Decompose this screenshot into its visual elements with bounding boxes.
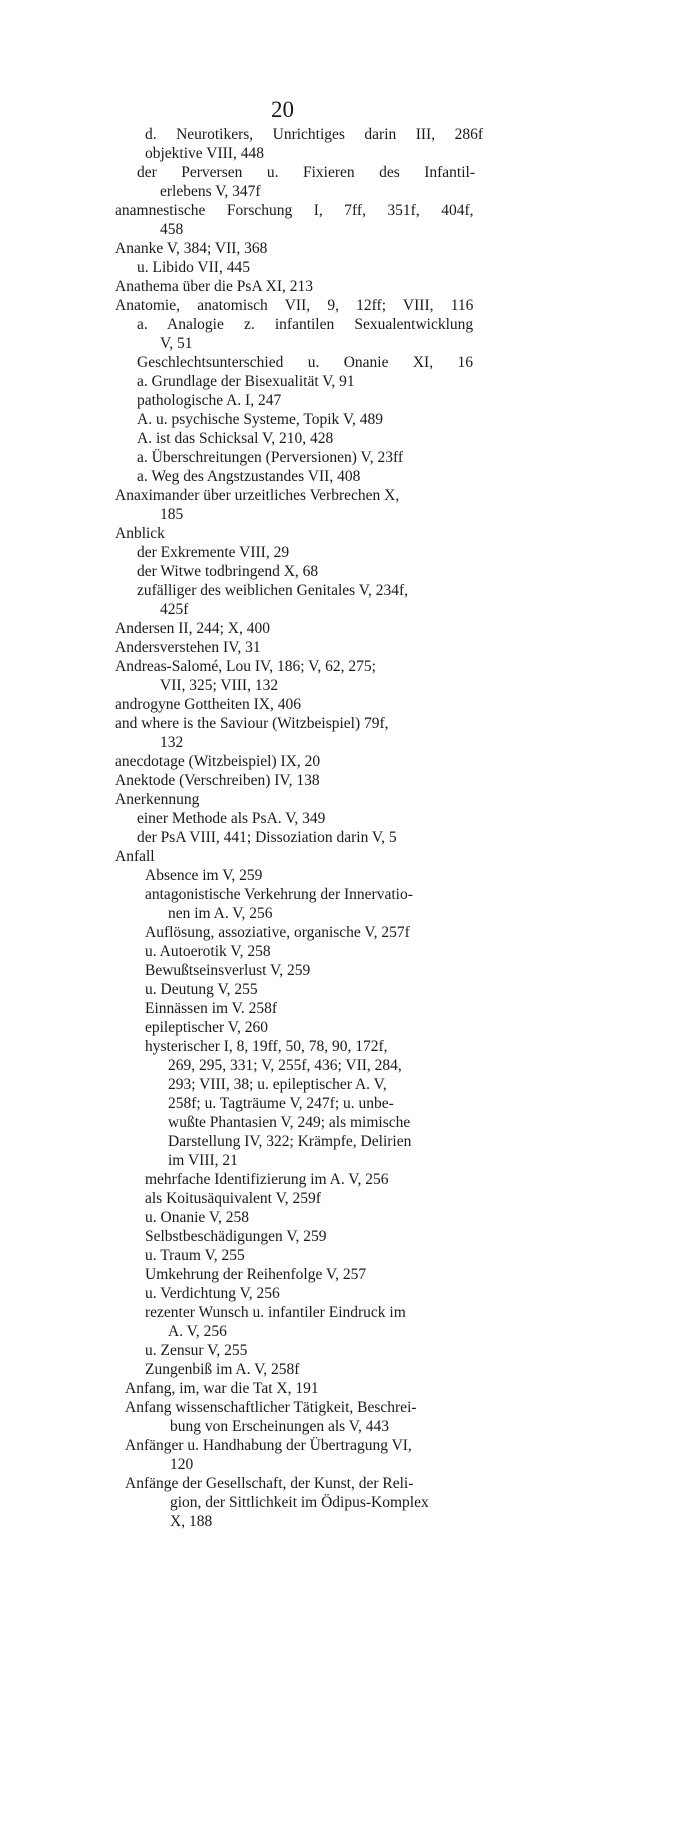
index-line: der Exkremente VIII, 29	[137, 544, 290, 561]
index-line: a. Analogie z. infantilen Sexualentwicklung	[137, 316, 474, 333]
index-line: rezenter Wunsch u. infantiler Eindruck im	[145, 1304, 406, 1321]
index-line: Umkehrung der Reihenfolge V, 257	[145, 1266, 367, 1283]
index-line: Anfang, im, war die Tat X, 191	[125, 1380, 319, 1397]
index-line: Anfänger u. Handhabung der Übertragung VI,	[125, 1437, 412, 1454]
index-line: androgyne Gottheiten IX, 406	[115, 696, 301, 713]
index-line: objektive VIII, 448	[145, 145, 264, 162]
index-line: epileptischer V, 260	[145, 1019, 268, 1036]
index-line: Auflösung, assoziative, organische V, 257f	[145, 924, 410, 941]
index-line: wußte Phantasien V, 249; als mimische	[168, 1114, 411, 1131]
index-line: Bewußtseinsverlust V, 259	[145, 962, 311, 979]
index-line: Darstellung IV, 322; Krämpfe, Delirien	[168, 1133, 412, 1150]
index-line: A. ist das Schicksal V, 210, 428	[137, 430, 334, 447]
index-line: Anblick	[115, 525, 165, 542]
index-line: der Witwe todbringend X, 68	[137, 563, 319, 580]
index-line: gion, der Sittlichkeit im Ödipus-Komplex	[170, 1494, 429, 1511]
index-line: Andersverstehen IV, 31	[115, 639, 261, 656]
index-line: antagonistische Verkehrung der Innervatio-	[145, 886, 413, 903]
index-line: u. Libido VII, 445	[137, 259, 250, 276]
index-line: im VIII, 21	[168, 1152, 238, 1169]
index-line: u. Autoerotik V, 258	[145, 943, 271, 960]
index-line: 120	[170, 1456, 194, 1473]
index-line: Einnässen im V. 258f	[145, 1000, 278, 1017]
index-line: 425f	[160, 601, 189, 618]
index-line: a. Weg des Angstzustandes VII, 408	[137, 468, 361, 485]
index-line: Anerkennung	[115, 791, 200, 808]
index-line: 258f; u. Tagträume V, 247f; u. unbe-	[168, 1095, 394, 1112]
index-line: Anfang wissenschaftlicher Tätigkeit, Beschrei-	[125, 1399, 417, 1416]
index-line: Geschlechtsunterschied u. Onanie XI, 16	[137, 354, 473, 371]
index-line: hysterischer I, 8, 19ff, 50, 78, 90, 172f,	[145, 1038, 388, 1055]
index-line: bung von Erscheinungen als V, 443	[170, 1418, 389, 1435]
index-line: Andreas-Salomé, Lou IV, 186; V, 62, 275;	[115, 658, 376, 675]
index-line: nen im A. V, 256	[168, 905, 273, 922]
index-line: anecdotage (Witzbeispiel) IX, 20	[115, 753, 321, 770]
index-line: der Perversen u. Fixieren des Infantil-	[137, 164, 476, 181]
index-line: 132	[160, 734, 184, 751]
index-line: and where is the Saviour (Witzbeispiel) 79f,	[115, 715, 389, 732]
index-line: Anaximander über urzeitliches Verbrechen X,	[115, 487, 400, 504]
index-line: 458	[160, 221, 184, 238]
index-line: A. V, 256	[168, 1323, 227, 1340]
index-line: X, 188	[170, 1513, 213, 1530]
index-line: pathologische A. I, 247	[137, 392, 282, 409]
index-line: erlebens V, 347f	[160, 183, 261, 200]
index-line: V, 51	[160, 335, 193, 352]
index-line: als Koitusäquivalent V, 259f	[145, 1190, 321, 1207]
index-line: 293; VIII, 38; u. epileptischer A. V,	[168, 1076, 387, 1093]
index-line: VII, 325; VIII, 132	[160, 677, 279, 694]
index-line: Anathema über die PsA XI, 213	[115, 278, 314, 295]
index-line: Anatomie, anatomisch VII, 9, 12ff; VIII, 116	[115, 297, 474, 314]
index-line: 269, 295, 331; V, 255f, 436; VII, 284,	[168, 1057, 402, 1074]
index-line: Andersen II, 244; X, 400	[115, 620, 270, 637]
index-line: zufälliger des weiblichen Genitales V, 234f,	[137, 582, 409, 599]
index-line: d. Neurotikers, Unrichtiges darin III, 286f	[145, 126, 483, 143]
index-line: u. Zensur V, 255	[145, 1342, 248, 1359]
index-line: Zungenbiß im A. V, 258f	[145, 1361, 300, 1378]
index-line: einer Methode als PsA. V, 349	[137, 810, 326, 827]
page-number: 20	[271, 97, 294, 122]
index-line: Absence im V, 259	[145, 867, 263, 884]
index-line: mehrfache Identifizierung im A. V, 256	[145, 1171, 389, 1188]
index-line: u. Traum V, 255	[145, 1247, 245, 1264]
index-line: u. Verdichtung V, 256	[145, 1285, 280, 1302]
index-line: der PsA VIII, 441; Dissoziation darin V, 5	[137, 829, 397, 846]
index-line: u. Deutung V, 255	[145, 981, 258, 998]
index-line: a. Grundlage der Bisexualität V, 91	[137, 373, 355, 390]
index-line: Selbstbeschädigungen V, 259	[145, 1228, 327, 1245]
index-line: Anfänge der Gesellschaft, der Kunst, der Reli-	[125, 1475, 414, 1492]
index-line: A. u. psychische Systeme, Topik V, 489	[137, 411, 384, 428]
index-line: Anfall	[115, 848, 155, 865]
index-line: 185	[160, 506, 184, 523]
index-line: Anektode (Verschreiben) IV, 138	[115, 772, 320, 789]
index-line: Ananke V, 384; VII, 368	[115, 240, 268, 257]
index-line: a. Überschreitungen (Perversionen) V, 23ff	[137, 449, 404, 466]
index-line: u. Onanie V, 258	[145, 1209, 250, 1226]
index-line: anamnestische Forschung I, 7ff, 351f, 404f,	[115, 202, 474, 219]
